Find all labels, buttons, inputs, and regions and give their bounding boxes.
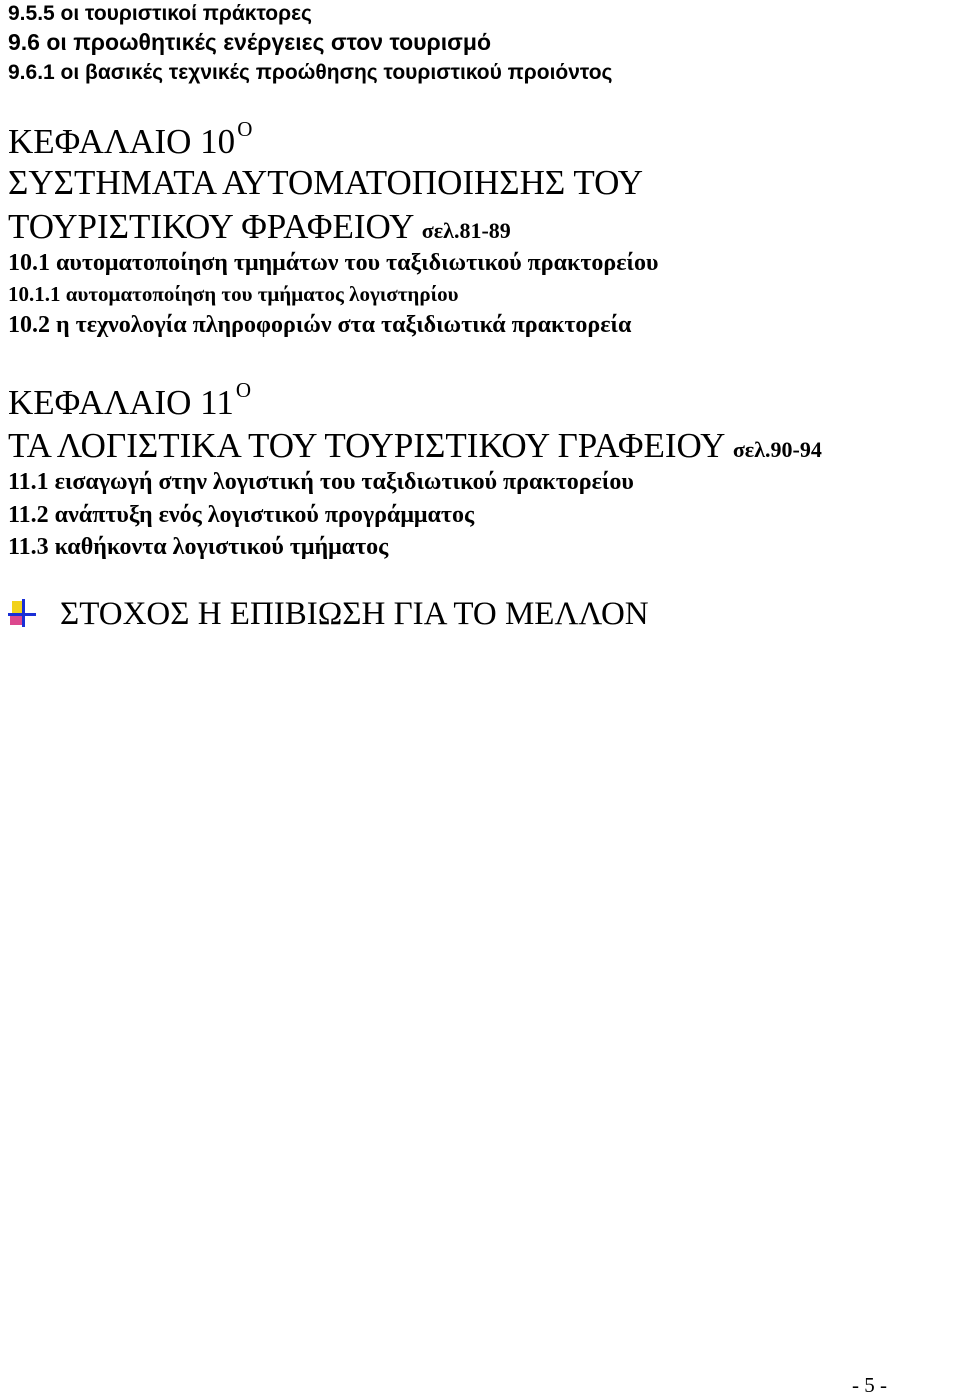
toc-entry-10-1-1: 10.1.1 αυτοματοποίηση του τμήματος λογιστηρίου bbox=[8, 282, 459, 306]
bullet-blue-horizontal bbox=[8, 613, 36, 616]
goal-statement: ΣΤΟΧΟΣ Η ΕΠΙΒΙΩΣΗ ΓΙΑ ΤΟ ΜΕΛΛΟΝ bbox=[60, 596, 649, 632]
chapter-11-title: ΤΑ ΛΟΓΙΣΤΙΚΑ ΤΟΥ ΤΟΥΡΙΣΤΙΚΟΥ ΓΡΑΦΕΙΟΥ bbox=[8, 426, 725, 465]
bullet-cross-icon bbox=[8, 599, 36, 627]
chapter-10-pages: σελ.81-89 bbox=[421, 218, 511, 243]
page-number: - 5 - bbox=[852, 1373, 887, 1397]
chapter-11-ordinal: Ο bbox=[235, 378, 252, 402]
chapter-10-title-line2-row bbox=[8, 209, 511, 244]
toc-entry-10-1: 10.1 αυτοματοποίηση τμημάτων του ταξιδιωτικού πρακτορείου bbox=[8, 250, 659, 276]
toc-entry-10-2: 10.2 η τεχνολογία πληροφοριών στα ταξιδιωτικά πρακτορεία bbox=[8, 312, 632, 338]
toc-entry-9-6: 9.6 οι προωθητικές ενέργειες στον τουρισμό bbox=[8, 29, 491, 55]
chapter-10-title-line1: ΣΥΣΤΗΜΑΤΑ ΑΥΤΟΜΑΤΟΠΟΙΗΣΗΣ ΤΟΥ bbox=[8, 163, 643, 202]
chapter-10-heading bbox=[8, 117, 253, 161]
chapter-11-title-row bbox=[8, 428, 822, 463]
toc-entry-11-1: 11.1 εισαγωγή στην λογιστική του ταξιδιωτικού πρακτορείου bbox=[8, 469, 634, 495]
toc-entry-9-5-5: 9.5.5 οι τουριστικοί πράκτορες bbox=[8, 2, 312, 25]
toc-entry-11-3: 11.3 καθήκοντα λογιστικού τμήματος bbox=[8, 534, 389, 560]
chapter-11-label: ΚΕΦΑΛΑΙΟ 11 bbox=[8, 383, 234, 422]
chapter-10-label: ΚΕΦΑΛΑΙΟ 10 bbox=[8, 122, 236, 161]
chapter-11-pages: σελ.90-94 bbox=[732, 437, 822, 462]
chapter-10-ordinal: Ο bbox=[237, 117, 253, 141]
chapter-10-title-line2: ΤΟΥΡΙΣΤΙΚΟΥ ΦΡΑΦΕΙΟΥ bbox=[8, 207, 414, 246]
toc-entry-9-6-1: 9.6.1 οι βασικές τεχνικές προώθησης τουριστικού προιόντος bbox=[8, 61, 613, 84]
toc-entry-11-2: 11.2 ανάπτυξη ενός λογιστικού προγράμματος bbox=[8, 502, 475, 528]
chapter-11-heading bbox=[8, 378, 252, 422]
